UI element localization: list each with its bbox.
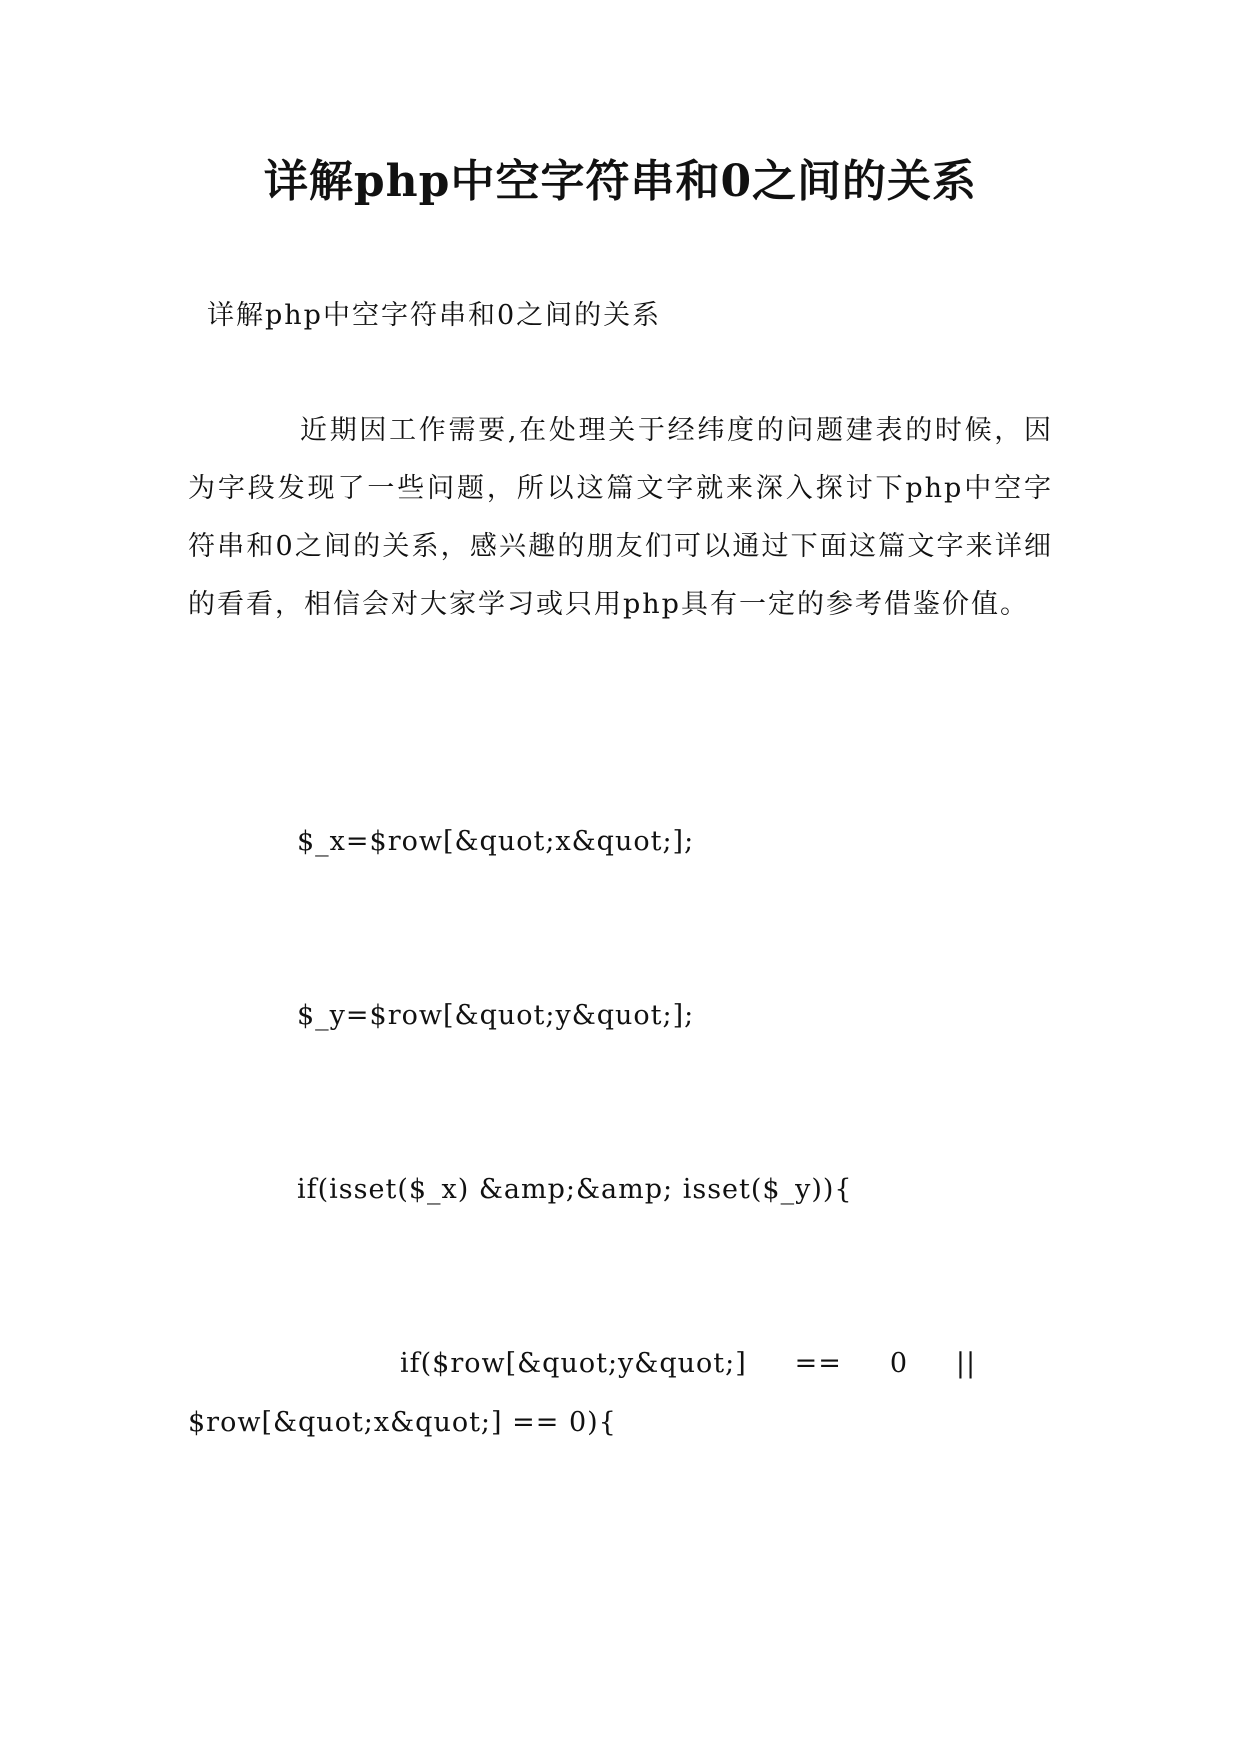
code-line-zero-check: if($row[&quot;y&quot;] == 0 || <box>400 1348 977 1379</box>
document-subtitle: 详解php中空字符串和0之间的关系 <box>207 300 662 331</box>
intro-paragraph: 近期因工作需要,在处理关于经纬度的问题建表的时候，因为字段发现了一些问题，所以这篇文字就来深入探讨下php中空字符串和0之间的关系，感兴趣的朋友们可以通过下面这篇文字来详细的看看，相信会对大家学习或只用php具有一定的参考借鉴价值。 <box>188 415 1053 620</box>
code-line-assign-y: $_y=$row[&quot;y&quot;]; <box>297 1000 695 1031</box>
page-title: 详解php中空字符串和0之间的关系 <box>263 156 978 207</box>
code-line-isset-check: if(isset($_x) &amp;&amp; isset($_y)){ <box>297 1174 853 1205</box>
code-line-assign-x: $_x=$row[&quot;x&quot;]; <box>297 826 695 857</box>
code-line-zero-check-cont: $row[&quot;x&quot;] == 0){ <box>188 1407 617 1438</box>
